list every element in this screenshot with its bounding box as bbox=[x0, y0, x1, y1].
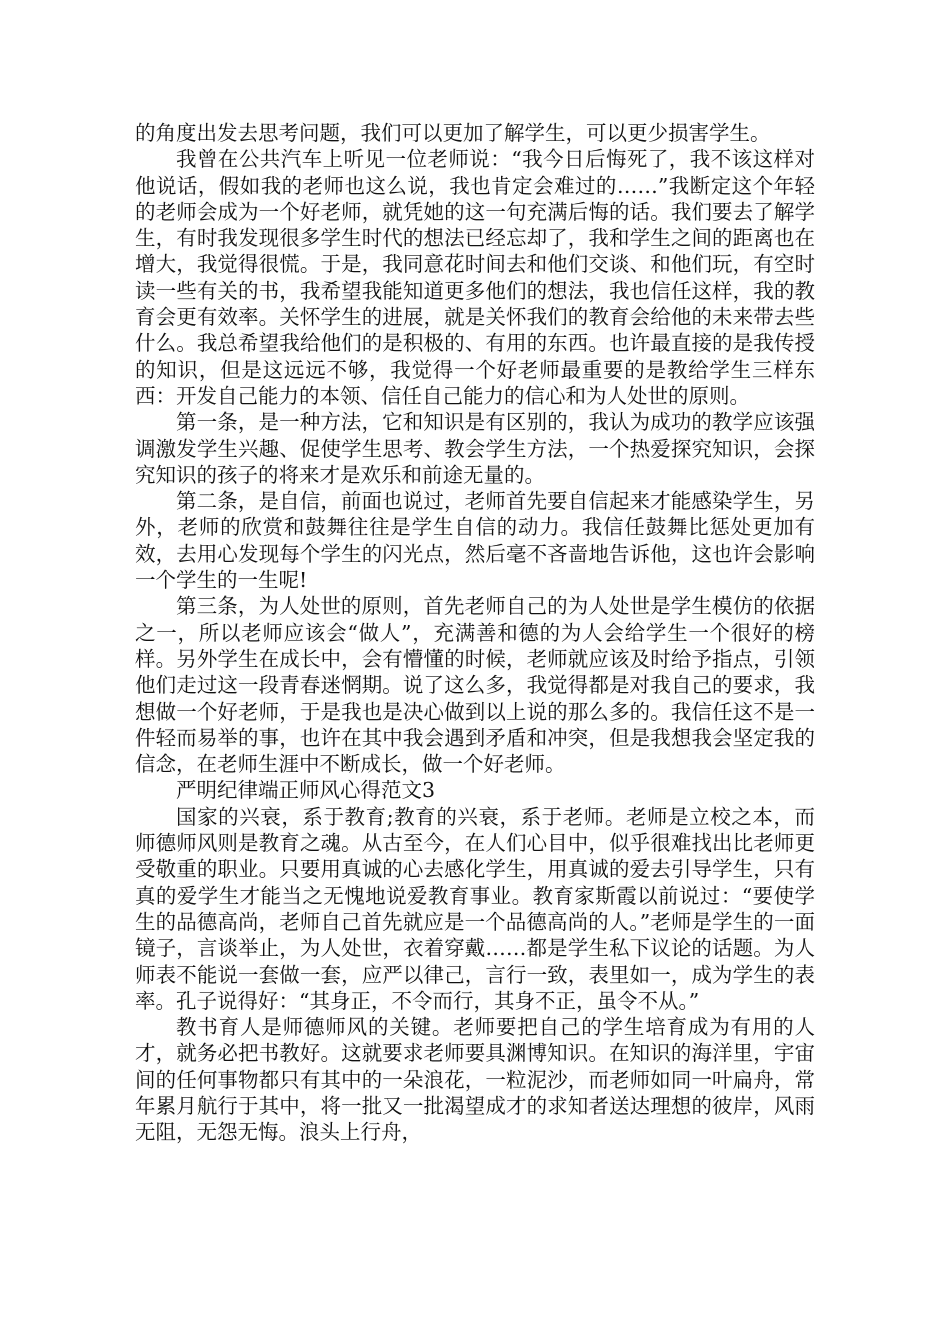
paragraph-second-point: 第二条，是自信，前面也说过，老师首先要自信起来才能感染学生，另外，老师的欣赏和鼓舞往往是学生自信的动力。我信任鼓舞比惩处更加有效，去用心发现每个学生的闪光点，然后毫不吝啬地告诉他，这也许会影响一个学生的一生呢! bbox=[135, 489, 815, 593]
section-heading: 严明纪律端正师风心得范文3 bbox=[176, 778, 436, 803]
paragraph-national-education: 国家的兴衰，系于教育;教育的兴衰，系于老师。老师是立校之本，而师德师风则是教育之魂。从古至今，在人们心目中，似乎很难找出比老师更受敬重的职业。只要用真诚的心去感化学生，用真诚的爱去引导学生，只有真的爱学生才能当之无愧地说爱教育事业。教育家斯霞以前说过：“要使学生的品德高尚，老师自己首先就应是一个品德高尚的人。”老师是学生的一面镜子，言谈举止，为人处世，衣着穿戴……都是学生私下议论的话题。为人师表不能说一套做一套，应严以律己，言行一致，表里如一，成为学生的表率。孔子说得好：“其身正，不令而行，其身不正，虽令不从。” bbox=[135, 804, 815, 1013]
paragraph-continuation: 的角度出发去思考问题，我们可以更加了解学生，可以更少损害学生。 bbox=[135, 121, 771, 145]
paragraph-third-point: 第三条，为人处世的原则，首先老师自己的为人处世是学生模仿的依据之一，所以老师应该会“做人”，充满善和德的为人会给学生一个很好的榜样。另外学生在成长中，会有懵懂的时候，老师就应该及时给予指点，引领他们走过这一段青春迷惘期。说了这么多，我觉得都是对我自己的要求，我想做一个好老师，于是我也是决心做到以上说的那么多的。我信任这不是一件轻而易举的事，也许在其中我会遇到矛盾和冲突，但是我想我会坚定我的信念，在老师生涯中不断成长，做一个好老师。 bbox=[135, 594, 815, 777]
document-page bbox=[135, 120, 815, 1146]
paragraph-teaching-key: 教书育人是师德师风的关键。老师要把自己的学生培育成为有用的人才，就务必把书教好。这就要求老师要具渊博知识。在知识的海洋里，宇宙间的任何事物都只有其中的一朵浪花，一粒泥沙，而老师如同一叶扁舟，常年累月航行于其中，将一批又一批渴望成才的求知者送达理想的彼岸，风雨无阻，无怨无悔。浪头上行舟， bbox=[135, 1015, 815, 1145]
paragraph-bus-anecdote: 我曾在公共汽车上听见一位老师说：“我今日后悔死了，我不该这样对他说话，假如我的老师也这么说，我也肯定会难过的……”我断定这个年轻的老师会成为一个好老师，就凭她的这一句充满后悔的话。我们要去了解学生，有时我发现很多学生时代的想法已经忘却了，我和学生之间的距离也在增大，我觉得很慌。于是，我同意花时间去和他们交谈、和他们玩，有空时读一些有关的书，我希望我能知道更多他们的想法，我也信任这样，我的教育会更有效率。关怀学生的进展，就是关怀我们的教育会给他的未来带去些什么。我总希望我给他们的是积极的、有用的东西。也许最直接的是我传授的知识，但是这远远不够，我觉得一个好老师最重要的是教给学生三样东西：开发自己能力的本领、信任自己能力的信心和为人处世的原则。 bbox=[135, 147, 815, 408]
paragraph-first-point: 第一条，是一种方法，它和知识是有区别的，我认为成功的教学应该强调激发学生兴趣、促使学生思考、教会学生方法，一个热爱探究知识，会探究知识的孩子的将来才是欢乐和前途无量的。 bbox=[135, 410, 815, 487]
